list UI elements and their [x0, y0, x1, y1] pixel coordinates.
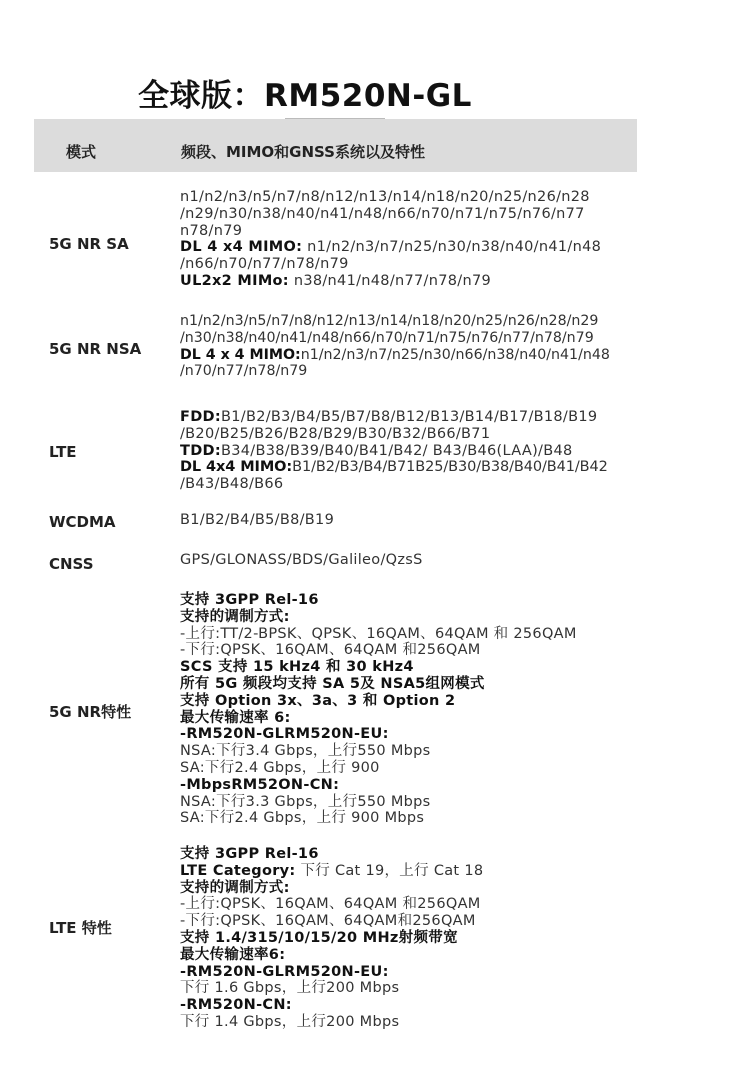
text-line: [180, 239, 601, 256]
page-title: 全球版：RM520N-GL: [138, 78, 472, 114]
header-features: 频段、MIMO和GNSS系统以及特性: [181, 143, 425, 161]
row-label-lte: LTE: [49, 443, 77, 461]
text-line: 支持的调制方式:: [180, 608, 290, 625]
text-line: 所有 5G 频段均支持 SA 5及 NSA5组网模式: [180, 675, 485, 692]
text-line: -RM520N-CN:: [180, 997, 292, 1014]
text-line: /n66/n70/n77/n78/n79: [180, 256, 349, 273]
text-line: n78/n79: [180, 222, 243, 239]
text-line: 下行 1.4 Gbps，上行200 Mbps: [180, 1013, 400, 1030]
bold-label: TDD:: [180, 442, 221, 459]
bold-label: DL 4 x4 MIMO:: [180, 239, 303, 256]
text-value: B1/B2/B3/B4/B5/B7/B8/B12/B13/B14/B17/B18/B19: [220, 409, 598, 425]
text-line: [180, 273, 601, 290]
text-line: n1/n2/n3/n5/n7/n8/n12/n13/n14/n18/n20/n25/n26/n28: [180, 189, 590, 205]
row-label-wcdma: WCDMA: [49, 513, 116, 531]
bold-label: DL 4x4 MIMO:: [180, 459, 293, 476]
row-value-5g-nr-nsa: [180, 313, 610, 380]
text-line: SA:下行2.4 Gbps，上行 900: [180, 759, 380, 776]
text-line: [180, 443, 608, 460]
text-line: /n70/n77/n78/n79: [180, 363, 308, 380]
text-value: n1/n2/n3/n7/n25/n30/n38/n40/n41/n48: [302, 239, 602, 256]
text-line: 最大传输速率6:: [180, 946, 286, 963]
text-line: NSA:下行3.3 Gbps，上行550 Mbps: [180, 793, 431, 810]
row-value-wcdma: [180, 512, 334, 529]
text-line: GPS/GLONASS/BDS/Galileo/QzsS: [180, 552, 423, 568]
row-label-5g-nr-sa: 5G NR SA: [49, 235, 129, 253]
row-label-cnss: CNSS: [49, 555, 94, 573]
text-line: /n30/n38/n40/n41/n48/n66/n70/n71/n75/n76/n77/n78/n79: [180, 329, 594, 346]
text-line: 支持 Option 3x、3a、3 和 Option 2: [180, 692, 456, 709]
bold-label: DL 4 x 4 MIMO:: [180, 346, 301, 363]
text-line: /B43/B48/B66: [180, 476, 284, 493]
text-line: /n29/n30/n38/n40/n41/n48/n66/n70/n71/n75/n76/n77: [180, 205, 585, 222]
text-line: SCS 支持 15 kHz4 和 30 kHz4: [180, 659, 414, 676]
row-value-lte: [180, 409, 608, 493]
bold-label: FDD:: [180, 409, 221, 425]
text-line: 支持 3GPP Rel-16: [180, 592, 319, 608]
bold-label: LTE Category:: [180, 862, 296, 879]
text-value: 下行 Cat 19，上行 Cat 18: [295, 862, 484, 879]
header-mode: 模式: [66, 143, 97, 161]
text-line: /B20/B25/B26/B28/B29/B30/B32/B66/B71: [180, 425, 491, 442]
text-line: [180, 409, 608, 426]
text-line: B1/B2/B4/B5/B8/B19: [180, 512, 335, 528]
text-line: -RM520N-GLRM520N-EU:: [180, 726, 389, 743]
row-value-lte-features: [180, 846, 483, 1031]
text-line: SA:下行2.4 Gbps，上行 900 Mbps: [180, 810, 425, 827]
text-line: [180, 459, 608, 476]
text-line: [180, 347, 610, 364]
text-line: -上行:TT/2-BPSK、QPSK、16QAM、64QAM 和 256QAM: [180, 625, 577, 642]
text-value: B1/B2/B3/B4/B71B25/B30/B38/B40/B41/B42: [292, 459, 608, 476]
text-line: -下行:QPSK、16QAM、64QAM 和256QAM: [180, 642, 481, 659]
text-line: 支持 3GPP Rel-16: [180, 846, 319, 862]
text-line: n1/n2/n3/n5/n7/n8/n12/n13/n14/n18/n20/n25/n26/n28/n29: [180, 313, 599, 329]
text-line: 支持的调制方式:: [180, 879, 290, 896]
text-line: 支持 1.4/315/10/15/20 MHz射频带宽: [180, 929, 458, 946]
text-line: -MbpsRM52ON-CN:: [180, 776, 340, 793]
text-line: -下行:QPSK、16QAM、64QAM和256QAM: [180, 913, 476, 930]
bold-label: UL2x2 MIMo:: [180, 272, 289, 289]
row-label-5g-nr-nsa: 5G NR NSA: [49, 340, 142, 358]
text-value: n1/n2/n3/n7/n25/n30/n66/n38/n40/n41/n48: [300, 346, 610, 363]
text-line: -RM520N-GLRM520N-EU:: [180, 963, 389, 980]
text-line: 下行 1.6 Gbps，上行200 Mbps: [180, 980, 400, 997]
text-line: [180, 863, 483, 880]
text-line: 最大传输速率 6:: [180, 709, 291, 726]
row-value-5g-nr-features: [180, 592, 577, 827]
row-value-5g-nr-sa: [180, 189, 601, 290]
row-value-cnss: [180, 552, 423, 569]
text-value: B34/B38/B39/B40/B41/B42/ B43/B46(LAA)/B48: [220, 442, 573, 459]
text-line: -上行:QPSK、16QAM、64QAM 和256QAM: [180, 896, 481, 913]
row-label-lte-features: LTE 特性: [49, 919, 112, 937]
text-value: n38/n41/n48/n77/n78/n79: [288, 272, 492, 289]
text-line: NSA:下行3.4 Gbps，上行550 Mbps: [180, 743, 431, 760]
row-label-5g-nr-features: 5G NR特性: [49, 703, 132, 721]
